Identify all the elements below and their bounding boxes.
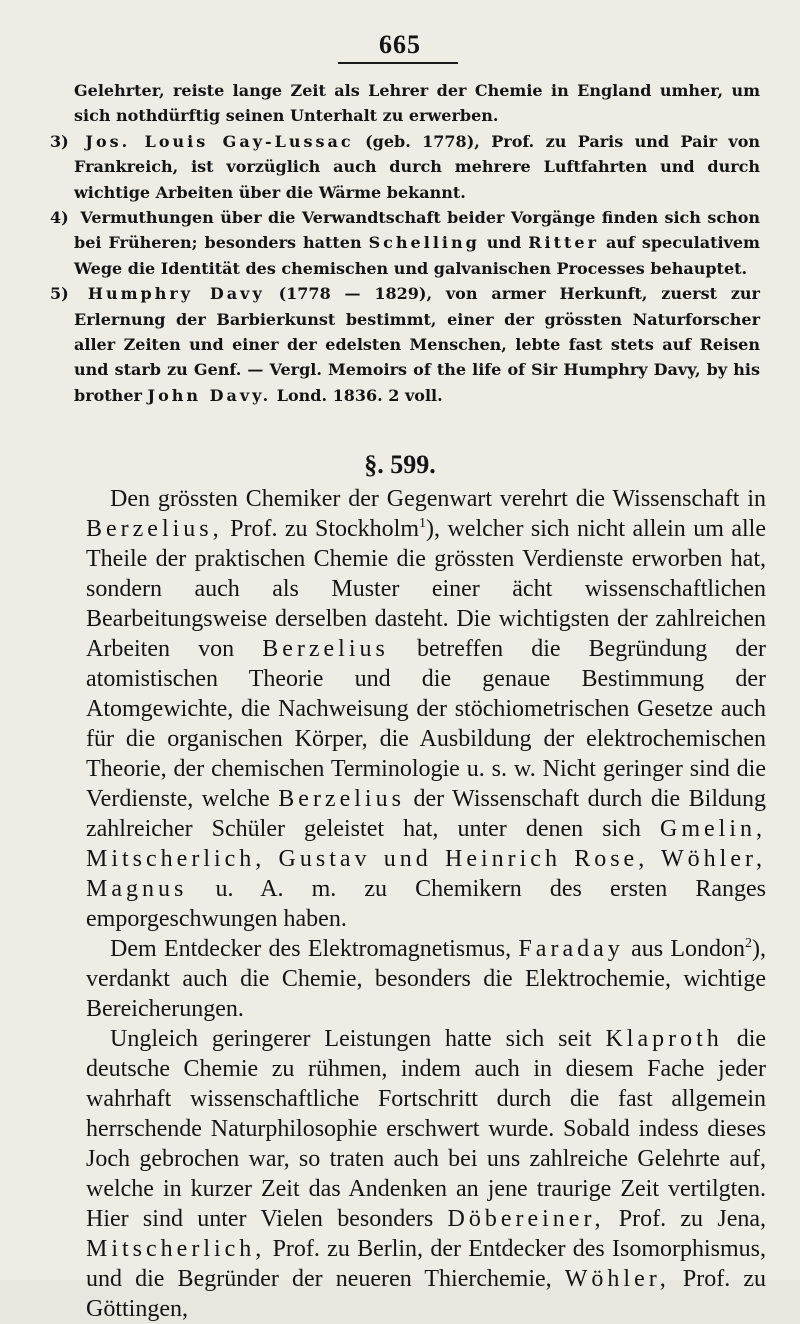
p1-names-students: Gmelin, Mitscherlich, Gustav und Heinrich Rose, Wöhler, Magnus	[86, 816, 766, 902]
footnote-3-number: 3)	[50, 131, 69, 151]
p3-text-c: Prof. zu Jena,	[618, 1206, 766, 1232]
p2-text-c: ), verdankt auch die Chemie, besonders die Elektrochemie, wichtige Bereicherungen.	[86, 936, 767, 1022]
footnote-4-text-a: Vermuthungen über die Verwandtschaft beider Vorgänge finden sich schon bei Früheren; besonders hatten	[74, 208, 761, 253]
p2-name-faraday: Faraday	[518, 936, 624, 962]
footnote-4	[50, 205, 760, 281]
p1-name-berzelius-3: Berzelius	[278, 786, 405, 812]
footnote-5-name: Humphry Davy	[87, 284, 265, 304]
p3-text-e: Prof. zu Göttingen,	[86, 1266, 767, 1322]
footnote-5-name-b: John Davy.	[147, 385, 272, 405]
p1-text-c: ), welcher sich nicht allein um alle Theile der praktischen Chemie die grössten Verdienste erworben hat, sondern auch als Muster einer ächt wissenschaftlichen Bearbeitungsweise derselben dasteht. Die wichtigsten der zahlreichen Arbeiten von	[86, 516, 766, 662]
paragraph-3	[86, 1024, 766, 1324]
footnote-4-name-a: Schelling	[368, 233, 480, 253]
paragraph-2	[86, 934, 766, 1024]
p1-text-f: u. A. m. zu Chemikern des ersten Ranges emporgeschwungen haben.	[86, 876, 766, 932]
p1-text-b: Prof. zu Stockholm	[230, 516, 420, 542]
p3-text-a: Ungleich geringerer Leistungen hatte sich seit	[110, 1026, 592, 1052]
paragraph-1	[86, 484, 766, 934]
p1-text-d: betreffen die Begründung der atomistischen Theorie und die genaue Bestimmung der Atomgewichte, die Nachweisung der stöchiometrischen Gesetze auch für die organischen Körper, die Ausbildung der elektrochemischen Theorie, der chemischen Terminologie u. s. w. Nicht geringer sind die Verdienste, welche	[86, 636, 767, 812]
p3-text-b: die deutsche Chemie zu rühmen, indem auch in diesem Fache jeder wahrhaft wissenschaftliche Fortschritt durch die fast allgemein herrschende Naturphilosophie erschwert wurde. Sobald indess dieses Joch gebrochen war, so traten auch bei uns zahlreiche Gelehrte auf, welche in kurzer Zeit das Andenken an jene traurige Zeit vertilgten. Hier sind unter Vielen besonders	[86, 1026, 767, 1232]
footnote-5-number: 5)	[50, 284, 69, 304]
p3-name-doebereiner: Döbereiner,	[447, 1206, 605, 1232]
p1-text-e: der Wissenschaft durch die Bildung zahlreicher Schüler geleistet hat, unter denen sich	[86, 786, 766, 842]
p1-name-berzelius-2: Berzelius	[262, 636, 389, 662]
footnote-5-text-b: Lond. 1836. 2 voll.	[276, 385, 443, 405]
footnote-4-text-b: und	[486, 233, 522, 253]
footnotes	[50, 78, 760, 408]
footnote-3	[50, 129, 760, 205]
footnote-3-text: (geb. 1778), Prof. zu Paris und Pair von Frankreich, ist vorzüglich auch durch mehrere Luftfahrten und durch wichtige Arbeiten über die Wärme bekannt.	[74, 131, 760, 202]
page-number-rule	[338, 62, 458, 64]
p2-text-a: Dem Entdecker des Elektromagnetismus,	[110, 936, 512, 962]
footnote-4-number: 4)	[50, 208, 69, 228]
p1-name-berzelius-1: Berzelius,	[86, 516, 223, 542]
p2-text-b: aus London	[631, 936, 746, 962]
footnote-continuation	[50, 78, 760, 129]
section-title: §. 599.	[364, 450, 436, 479]
footnote-ref-1: 1	[419, 516, 427, 531]
p3-name-klaproth: Klaproth	[605, 1026, 723, 1052]
p1-text-a: Den grössten Chemiker der Gegenwart verehrt die Wissenschaft in	[110, 486, 766, 512]
page-number: 665	[379, 30, 421, 59]
p3-name-mitscherlich: Mitscherlich,	[86, 1236, 266, 1262]
footnote-5	[50, 281, 760, 408]
p3-name-woehler: Wöhler,	[564, 1266, 670, 1292]
footnote-5-text-a: (1778 — 1829), von armer Herkunft, zuerst zur Erlernung der Barbierkunst bestimmt, einer der grössten Naturforscher aller Zeiten und einer der edelsten Menschen, lebte fast stets auf Reisen und starb zu Genf. — Vergl. Memoirs of the life of Sir Humphry Davy, by his brother	[74, 284, 760, 405]
footnote-3-name: Jos. Louis Gay-Lussac	[85, 131, 354, 151]
footnote-ref-2: 2	[745, 936, 753, 951]
footnote-4-text-c: auf speculativem Wege die Identität des chemischen und galvanischen Processes behauptet.	[74, 233, 760, 278]
footnote-4-name-b: Ritter	[528, 233, 600, 253]
footnote-continuation-text: Gelehrter, reiste lange Zeit als Lehrer der Chemie in England umher, um sich nothdürftig seinen Unterhalt zu erwerben.	[74, 81, 760, 126]
body-text	[86, 484, 766, 1324]
p3-text-d: Prof. zu Berlin, der Entdecker des Isomorphismus, und die Begründer der neueren Thierchemie,	[86, 1236, 766, 1292]
